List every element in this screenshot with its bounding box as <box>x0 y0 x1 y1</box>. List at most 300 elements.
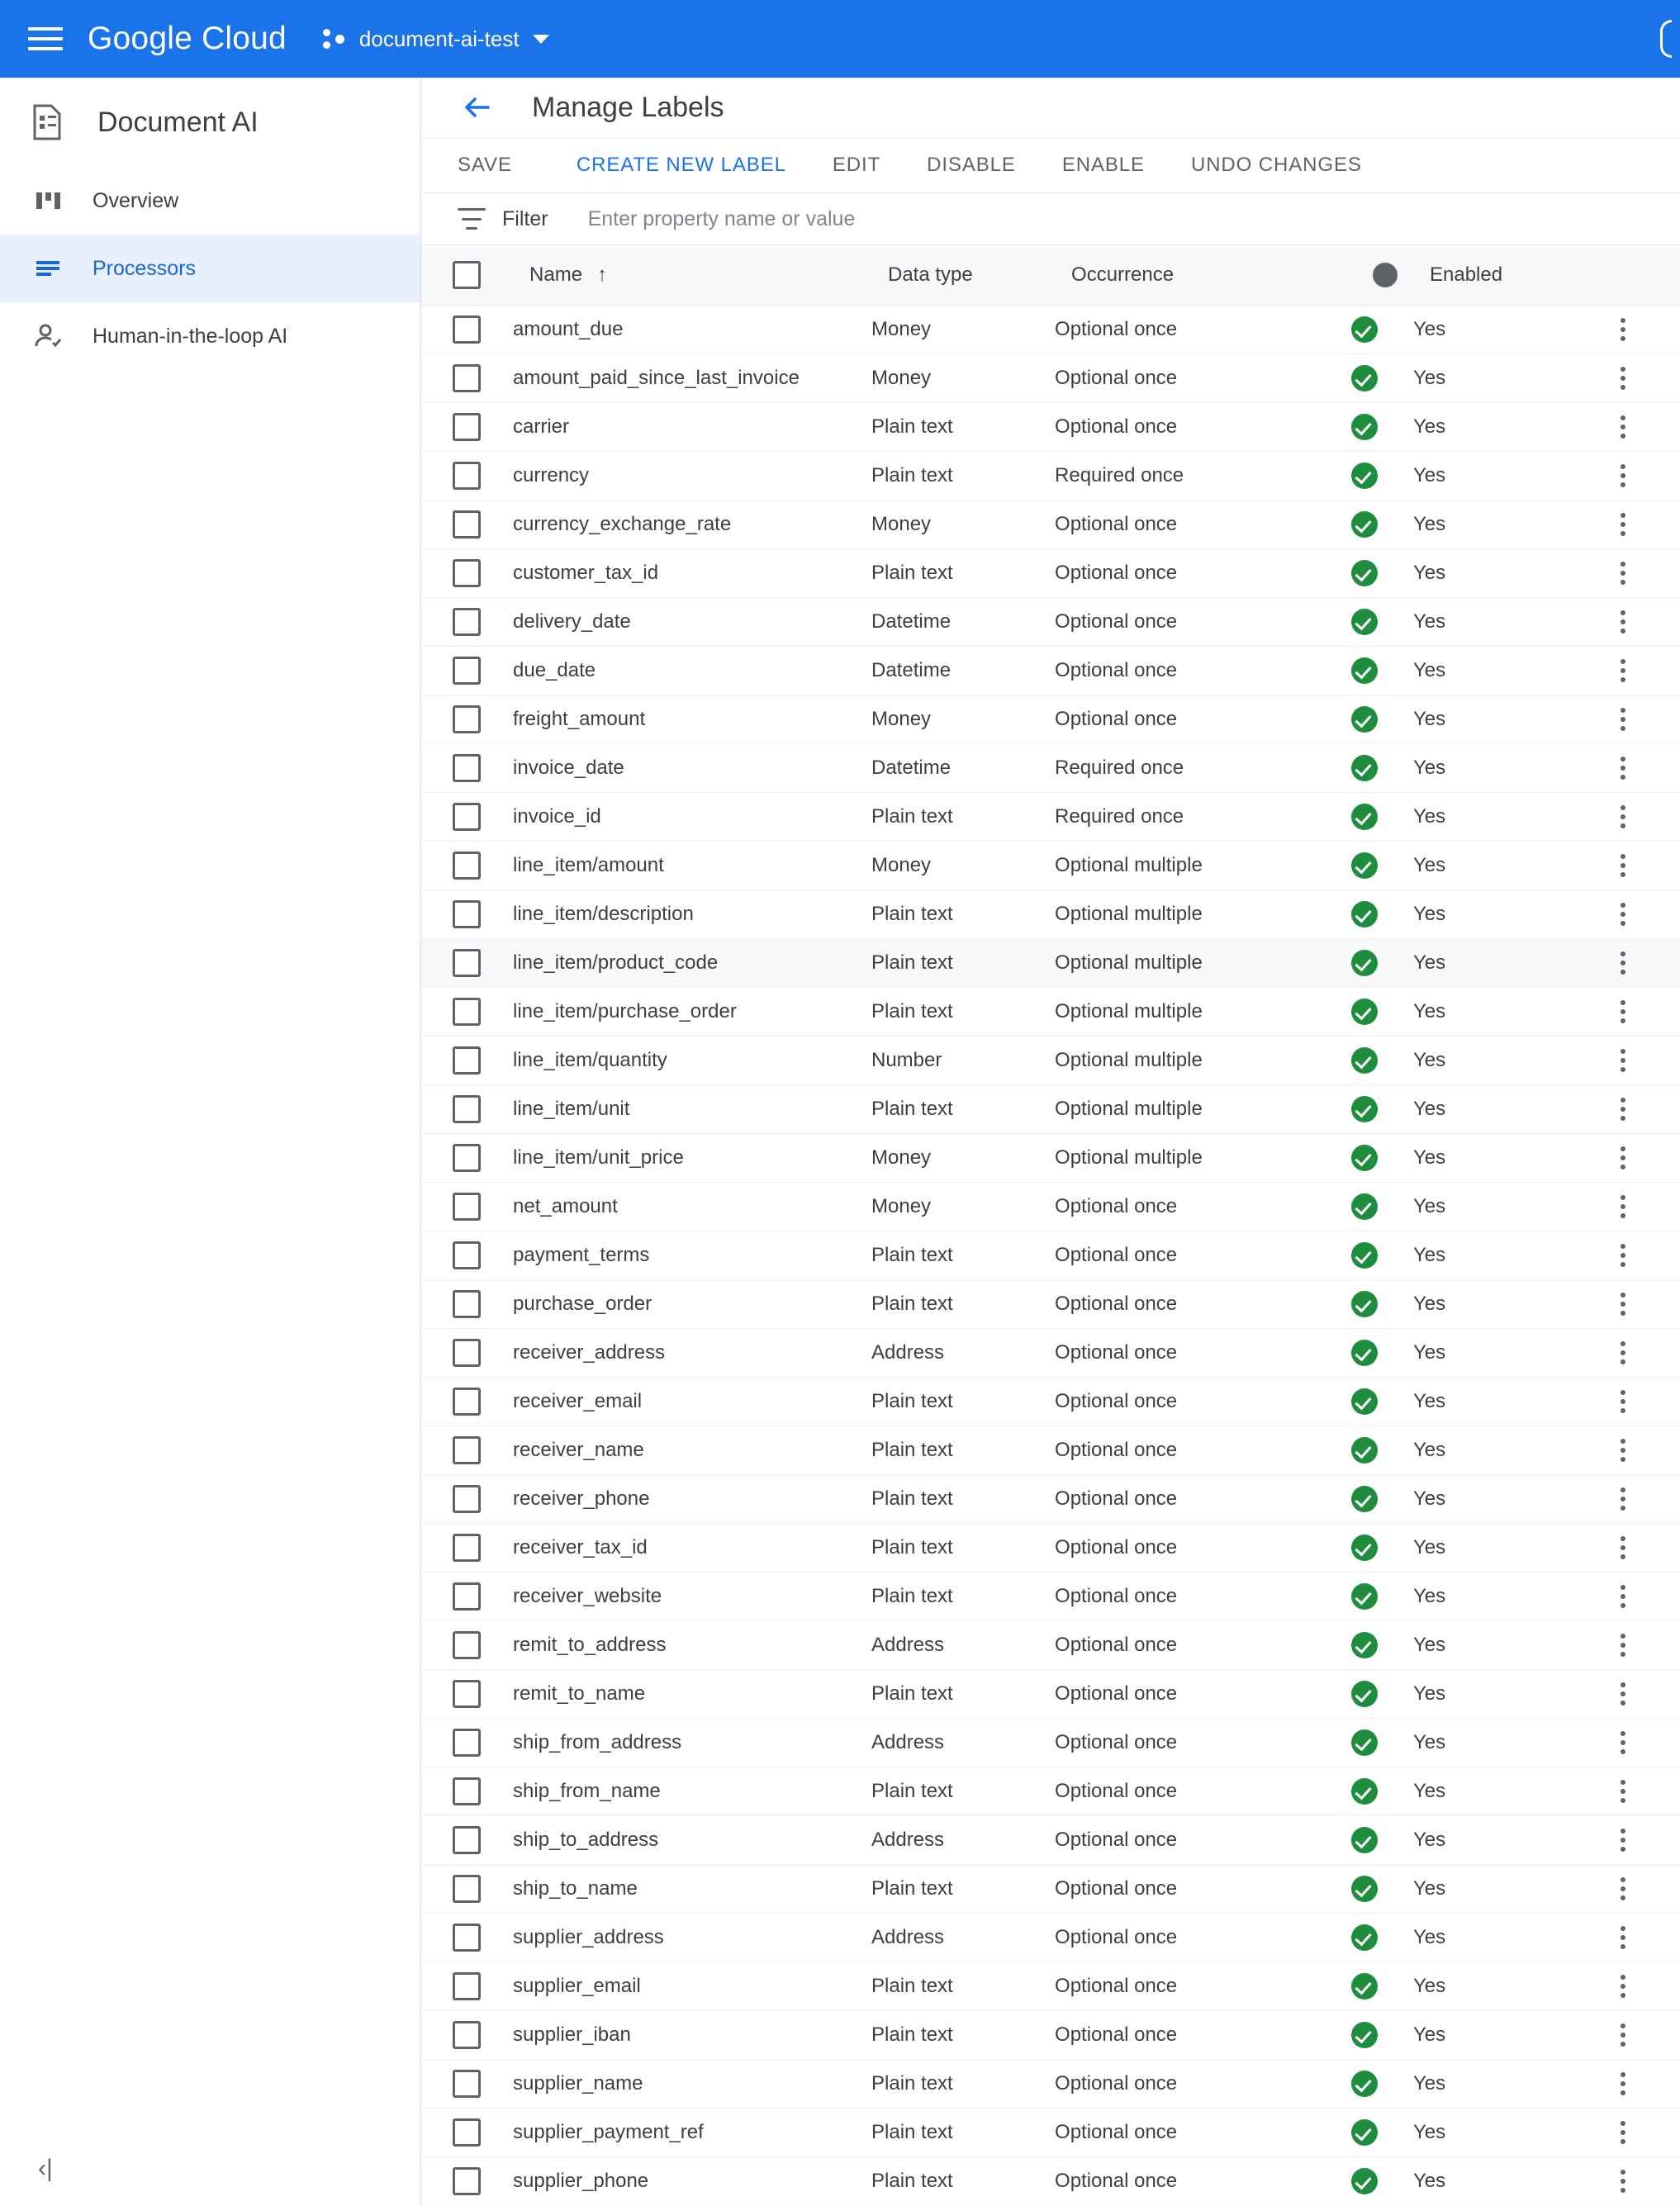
row-checkbox[interactable] <box>453 1046 481 1075</box>
table-row[interactable] <box>421 2011 1680 2060</box>
row-checkbox[interactable] <box>453 1680 481 1708</box>
more-options-icon[interactable] <box>1605 1968 1641 2004</box>
cell-enabled: Yes <box>1413 1037 1605 1085</box>
check-circle-icon <box>1351 1388 1378 1415</box>
cell-label-name: line_item/unit_price <box>513 1134 871 1183</box>
cell-status <box>1346 793 1413 842</box>
cell-data-type: Money <box>871 695 1055 744</box>
project-icon <box>323 26 348 51</box>
brand-cloud: Cloud <box>202 21 287 56</box>
cell-label-name: line_item/purchase_order <box>513 988 871 1037</box>
row-checkbox[interactable] <box>453 657 481 685</box>
undo-changes-button[interactable]: UNDO CHANGES <box>1190 154 1362 177</box>
row-checkbox-cell <box>421 1475 513 1524</box>
row-checkbox-cell <box>421 1962 513 2011</box>
column-header-data-type[interactable] <box>871 245 1055 306</box>
cell-enabled: Yes <box>1413 403 1605 452</box>
cell-data-type: Plain text <box>871 1475 1055 1524</box>
check-circle-icon <box>1351 657 1378 684</box>
cell-label-name: customer_tax_id <box>513 549 871 598</box>
cell-occurrence: Optional once <box>1055 1426 1346 1475</box>
cell-status <box>1346 1573 1413 1621</box>
cell-label-name: receiver_address <box>513 1329 871 1378</box>
row-checkbox[interactable] <box>453 1241 481 1269</box>
row-checkbox-cell <box>421 695 513 744</box>
cell-occurrence: Optional once <box>1055 1183 1346 1231</box>
row-checkbox[interactable] <box>453 559 481 587</box>
more-options-icon[interactable] <box>1605 750 1641 786</box>
cell-data-type: Plain text <box>871 1426 1055 1475</box>
row-checkbox[interactable] <box>453 1485 481 1513</box>
cell-enabled: Yes <box>1413 842 1605 890</box>
cell-row-actions <box>1605 1426 1680 1475</box>
cell-row-actions <box>1605 842 1680 890</box>
column-label-name: Name <box>529 263 583 286</box>
table-row[interactable] <box>421 842 1680 890</box>
cell-enabled: Yes <box>1413 1962 1605 2011</box>
cell-occurrence: Optional once <box>1055 1816 1346 1865</box>
column-label-occurrence: Occurrence <box>1071 263 1175 286</box>
hamburger-icon[interactable] <box>28 21 63 56</box>
more-options-icon[interactable] <box>1605 1578 1641 1615</box>
more-options-icon[interactable] <box>1605 896 1641 932</box>
row-checkbox-cell <box>421 1426 513 1475</box>
row-checkbox-cell <box>421 1621 513 1670</box>
row-checkbox-cell <box>421 988 513 1037</box>
table-row[interactable] <box>421 1816 1680 1865</box>
row-checkbox-cell <box>421 1816 513 1865</box>
row-checkbox[interactable] <box>453 1193 481 1221</box>
row-checkbox[interactable] <box>453 1436 481 1464</box>
cell-row-actions <box>1605 1524 1680 1573</box>
check-circle-icon <box>1351 1486 1378 1512</box>
row-checkbox[interactable] <box>453 1729 481 1757</box>
row-checkbox-cell <box>421 1573 513 1621</box>
cell-occurrence: Optional multiple <box>1055 939 1346 988</box>
more-options-icon[interactable] <box>1605 994 1641 1030</box>
cell-status <box>1346 1231 1413 1280</box>
more-options-icon[interactable] <box>1605 2114 1641 2151</box>
cell-occurrence: Optional once <box>1055 2157 1346 2206</box>
row-checkbox-cell <box>421 1524 513 1573</box>
cell-label-name: receiver_website <box>513 1573 871 1621</box>
row-checkbox-cell <box>421 1329 513 1378</box>
table-row[interactable] <box>421 1767 1680 1816</box>
table-row[interactable] <box>421 939 1680 988</box>
more-options-icon[interactable] <box>1605 2017 1641 2053</box>
table-row[interactable] <box>421 695 1680 744</box>
more-options-icon[interactable] <box>1605 1530 1641 1566</box>
create-new-label-button[interactable]: CREATE NEW LABEL <box>576 154 786 177</box>
cell-occurrence: Required once <box>1055 452 1346 501</box>
cell-occurrence: Optional once <box>1055 1378 1346 1426</box>
table-row[interactable] <box>421 1280 1680 1329</box>
check-circle-icon <box>1351 1096 1378 1122</box>
cell-row-actions <box>1605 1280 1680 1329</box>
status-dot-icon <box>1373 263 1398 287</box>
disable-button[interactable]: DISABLE <box>927 154 1016 177</box>
more-options-icon[interactable] <box>1605 506 1641 543</box>
cell-occurrence: Optional once <box>1055 1962 1346 2011</box>
cell-data-type: Money <box>871 354 1055 403</box>
row-checkbox[interactable] <box>453 2118 481 2147</box>
row-checkbox[interactable] <box>453 2167 481 2195</box>
row-checkbox[interactable] <box>453 852 481 880</box>
table-row[interactable] <box>421 2157 1680 2206</box>
cell-data-type: Plain text <box>871 1524 1055 1573</box>
cell-row-actions <box>1605 890 1680 939</box>
cell-occurrence: Optional multiple <box>1055 988 1346 1037</box>
cell-row-actions <box>1605 695 1680 744</box>
table-row[interactable] <box>421 452 1680 501</box>
check-circle-icon <box>1351 1437 1378 1464</box>
cell-enabled: Yes <box>1413 1183 1605 1231</box>
cell-status <box>1346 2011 1413 2060</box>
table-row[interactable] <box>421 1426 1680 1475</box>
cell-status <box>1346 501 1413 549</box>
cell-row-actions <box>1605 1378 1680 1426</box>
column-header-occurrence[interactable] <box>1055 245 1346 306</box>
table-row[interactable] <box>421 354 1680 403</box>
row-checkbox[interactable] <box>453 2021 481 2049</box>
cell-data-type: Datetime <box>871 647 1055 695</box>
cell-label-name: ship_from_name <box>513 1767 871 1816</box>
sidebar-item-overview[interactable] <box>0 167 420 235</box>
row-checkbox-cell <box>421 2157 513 2206</box>
table-row[interactable] <box>421 1865 1680 1914</box>
cell-status <box>1346 842 1413 890</box>
project-name: document-ai-test <box>358 26 520 51</box>
cell-status <box>1346 2109 1413 2157</box>
cell-data-type: Money <box>871 1183 1055 1231</box>
more-options-icon[interactable] <box>1605 409 1641 445</box>
cell-label-name: purchase_order <box>513 1280 871 1329</box>
cell-status <box>1346 939 1413 988</box>
row-checkbox[interactable] <box>453 998 481 1026</box>
cell-data-type: Money <box>871 1134 1055 1183</box>
table-row[interactable] <box>421 890 1680 939</box>
more-options-icon[interactable] <box>1605 847 1641 884</box>
table-row[interactable] <box>421 744 1680 793</box>
table-row[interactable] <box>421 1183 1680 1231</box>
cell-status <box>1346 403 1413 452</box>
more-options-icon[interactable] <box>1605 604 1641 640</box>
row-checkbox[interactable] <box>453 1924 481 1952</box>
cell-label-name: currency <box>513 452 871 501</box>
row-checkbox-cell <box>421 1280 513 1329</box>
cell-status <box>1346 549 1413 598</box>
more-options-icon[interactable] <box>1605 1237 1641 1274</box>
cell-occurrence: Required once <box>1055 793 1346 842</box>
more-options-icon[interactable] <box>1605 1188 1641 1225</box>
cell-label-name: receiver_tax_id <box>513 1524 871 1573</box>
row-checkbox[interactable] <box>453 900 481 928</box>
more-options-icon[interactable] <box>1605 1822 1641 1858</box>
sidebar-item-human-in-the-loop-ai[interactable] <box>0 302 420 370</box>
cell-enabled: Yes <box>1413 549 1605 598</box>
table-row[interactable] <box>421 501 1680 549</box>
row-checkbox[interactable] <box>453 949 481 977</box>
cell-status <box>1346 1085 1413 1134</box>
cell-status <box>1346 647 1413 695</box>
row-checkbox[interactable] <box>453 2070 481 2098</box>
cell-occurrence: Optional multiple <box>1055 1037 1346 1085</box>
row-checkbox[interactable] <box>453 510 481 538</box>
more-options-icon[interactable] <box>1605 1627 1641 1663</box>
cell-enabled: Yes <box>1413 939 1605 988</box>
google-cloud-logo[interactable] <box>88 21 287 57</box>
column-header-enabled[interactable] <box>1413 245 1605 306</box>
table-row[interactable] <box>421 1085 1680 1134</box>
column-header-status-dot <box>1346 245 1413 306</box>
search-pill-icon[interactable] <box>1660 20 1672 58</box>
table-header <box>421 245 1680 306</box>
cell-occurrence: Optional once <box>1055 2011 1346 2060</box>
more-options-icon[interactable] <box>1605 2066 1641 2102</box>
more-options-icon[interactable] <box>1605 1676 1641 1712</box>
cell-label-name: invoice_date <box>513 744 871 793</box>
cell-enabled: Yes <box>1413 890 1605 939</box>
cell-occurrence: Optional once <box>1055 1280 1346 1329</box>
row-checkbox-cell <box>421 647 513 695</box>
filter-input[interactable] <box>586 206 1168 232</box>
cell-occurrence: Optional multiple <box>1055 842 1346 890</box>
table-row[interactable] <box>421 1524 1680 1573</box>
more-options-icon[interactable] <box>1605 701 1641 738</box>
row-checkbox[interactable] <box>453 1388 481 1416</box>
check-circle-icon <box>1351 463 1378 489</box>
save-button[interactable]: SAVE <box>458 154 512 177</box>
chevron-down-icon <box>533 35 549 44</box>
row-checkbox-cell <box>421 1670 513 1719</box>
row-checkbox[interactable] <box>453 1777 481 1805</box>
cell-label-name: due_date <box>513 647 871 695</box>
cell-status <box>1346 744 1413 793</box>
more-options-icon[interactable] <box>1605 1481 1641 1517</box>
table-row[interactable] <box>421 1670 1680 1719</box>
cell-enabled: Yes <box>1413 1231 1605 1280</box>
row-checkbox[interactable] <box>453 1826 481 1854</box>
cell-data-type: Address <box>871 1329 1055 1378</box>
cell-occurrence: Optional once <box>1055 2109 1346 2157</box>
sidebar-title: Document AI <box>97 106 259 138</box>
row-checkbox-cell <box>421 1183 513 1231</box>
row-checkbox[interactable] <box>453 803 481 831</box>
sort-ascending-icon: ↑ <box>597 263 608 286</box>
sidebar-item-processors[interactable] <box>0 235 420 302</box>
row-checkbox-cell <box>421 306 513 354</box>
check-circle-icon <box>1351 2119 1378 2146</box>
cell-row-actions <box>1605 1573 1680 1621</box>
check-circle-icon <box>1351 414 1378 440</box>
cell-data-type: Plain text <box>871 2109 1055 2157</box>
body-wrapper <box>0 78 1680 2206</box>
cell-status <box>1346 1329 1413 1378</box>
row-checkbox[interactable] <box>453 364 481 392</box>
table-row[interactable] <box>421 1621 1680 1670</box>
more-options-icon[interactable] <box>1605 555 1641 591</box>
table-row[interactable] <box>421 598 1680 647</box>
table-row[interactable] <box>421 647 1680 695</box>
row-checkbox[interactable] <box>453 413 481 441</box>
table-row[interactable] <box>421 1231 1680 1280</box>
cell-status <box>1346 598 1413 647</box>
cell-occurrence: Optional once <box>1055 306 1346 354</box>
cell-enabled: Yes <box>1413 1621 1605 1670</box>
row-checkbox[interactable] <box>453 1534 481 1562</box>
cell-data-type: Address <box>871 1621 1055 1670</box>
row-checkbox-cell <box>421 452 513 501</box>
more-options-icon[interactable] <box>1605 1091 1641 1127</box>
more-options-icon[interactable] <box>1605 799 1641 835</box>
table-row[interactable] <box>421 1378 1680 1426</box>
more-options-icon[interactable] <box>1605 1286 1641 1322</box>
row-checkbox-cell <box>421 549 513 598</box>
table-row[interactable] <box>421 549 1680 598</box>
table-row[interactable] <box>421 1475 1680 1524</box>
check-circle-icon <box>1351 1047 1378 1074</box>
table-row[interactable] <box>421 1914 1680 1962</box>
row-checkbox[interactable] <box>453 315 481 344</box>
cell-label-name: supplier_iban <box>513 2011 871 2060</box>
cell-row-actions <box>1605 598 1680 647</box>
cell-status <box>1346 1865 1413 1914</box>
table-row[interactable] <box>421 1134 1680 1183</box>
table-row[interactable] <box>421 988 1680 1037</box>
row-checkbox[interactable] <box>453 1631 481 1659</box>
cell-status <box>1346 452 1413 501</box>
cell-status <box>1346 1183 1413 1231</box>
more-options-icon[interactable] <box>1605 360 1641 396</box>
cell-occurrence: Optional once <box>1055 1670 1346 1719</box>
more-options-icon[interactable] <box>1605 1871 1641 1907</box>
cell-enabled: Yes <box>1413 744 1605 793</box>
cell-data-type: Plain text <box>871 1573 1055 1621</box>
row-checkbox[interactable] <box>453 1875 481 1903</box>
edit-button[interactable]: EDIT <box>832 154 881 177</box>
cell-occurrence: Optional once <box>1055 1329 1346 1378</box>
human-review-icon <box>30 318 66 354</box>
more-options-icon[interactable] <box>1605 652 1641 689</box>
row-checkbox[interactable] <box>453 754 481 782</box>
table-row[interactable] <box>421 1329 1680 1378</box>
more-options-icon[interactable] <box>1605 1773 1641 1810</box>
row-checkbox[interactable] <box>453 1972 481 2000</box>
cell-enabled: Yes <box>1413 2060 1605 2109</box>
table-row[interactable] <box>421 403 1680 452</box>
table-header-row <box>421 245 1680 306</box>
back-arrow-icon[interactable] <box>458 88 496 126</box>
row-checkbox-cell <box>421 1037 513 1085</box>
more-options-icon[interactable] <box>1605 945 1641 981</box>
check-circle-icon <box>1351 901 1378 927</box>
row-checkbox[interactable] <box>453 1339 481 1367</box>
collapse-sidebar-button[interactable]: ‹| <box>38 2155 53 2182</box>
enable-button[interactable]: ENABLE <box>1061 154 1145 177</box>
row-checkbox-cell <box>421 403 513 452</box>
more-options-icon[interactable] <box>1605 458 1641 494</box>
more-options-icon[interactable] <box>1605 2163 1641 2199</box>
cell-status <box>1346 1621 1413 1670</box>
table-row[interactable] <box>421 1719 1680 1767</box>
row-checkbox[interactable] <box>453 462 481 490</box>
row-checkbox-cell <box>421 1914 513 1962</box>
row-checkbox[interactable] <box>453 705 481 733</box>
cell-enabled: Yes <box>1413 1816 1605 1865</box>
main-content <box>421 78 1680 2206</box>
more-options-icon[interactable] <box>1605 1724 1641 1761</box>
table-row[interactable] <box>421 1962 1680 2011</box>
cell-enabled: Yes <box>1413 647 1605 695</box>
table-row[interactable] <box>421 1037 1680 1085</box>
main-header <box>421 78 1680 139</box>
cell-data-type: Plain text <box>871 1280 1055 1329</box>
check-circle-icon <box>1351 560 1378 586</box>
cell-row-actions <box>1605 2109 1680 2157</box>
cell-enabled: Yes <box>1413 2157 1605 2206</box>
select-all-checkbox[interactable] <box>453 261 481 289</box>
table-row[interactable] <box>421 2109 1680 2157</box>
more-options-icon[interactable] <box>1605 1042 1641 1079</box>
table-row[interactable] <box>421 1573 1680 1621</box>
row-checkbox-cell <box>421 598 513 647</box>
cell-occurrence: Optional once <box>1055 695 1346 744</box>
cell-status <box>1346 1719 1413 1767</box>
sidebar-header <box>0 78 420 167</box>
column-label-enabled: Enabled <box>1430 263 1503 286</box>
cell-data-type: Money <box>871 306 1055 354</box>
cell-label-name: ship_to_address <box>513 1816 871 1865</box>
more-options-icon[interactable] <box>1605 1432 1641 1468</box>
cell-status <box>1346 890 1413 939</box>
cell-label-name: line_item/product_code <box>513 939 871 988</box>
cell-data-type: Number <box>871 1037 1055 1085</box>
project-selector[interactable] <box>323 26 549 52</box>
row-checkbox[interactable] <box>453 1095 481 1123</box>
sidebar <box>0 78 421 2206</box>
row-checkbox-cell <box>421 890 513 939</box>
more-options-icon[interactable] <box>1605 1919 1641 1956</box>
row-checkbox[interactable] <box>453 608 481 636</box>
column-header-name[interactable] <box>513 245 871 306</box>
row-checkbox[interactable] <box>453 1144 481 1172</box>
table-row[interactable] <box>421 306 1680 354</box>
cell-data-type: Plain text <box>871 1962 1055 2011</box>
check-circle-icon <box>1351 1778 1378 1805</box>
check-circle-icon <box>1351 1876 1378 1902</box>
more-options-icon[interactable] <box>1605 311 1641 348</box>
check-circle-icon <box>1351 804 1378 830</box>
table-row[interactable] <box>421 2060 1680 2109</box>
more-options-icon[interactable] <box>1605 1335 1641 1371</box>
sidebar-item-label: Processors <box>93 256 197 280</box>
row-checkbox[interactable] <box>453 1582 481 1611</box>
more-options-icon[interactable] <box>1605 1140 1641 1176</box>
cell-label-name: remit_to_address <box>513 1621 871 1670</box>
cell-label-name: line_item/unit <box>513 1085 871 1134</box>
cell-label-name: amount_paid_since_last_invoice <box>513 354 871 403</box>
labels-table <box>421 245 1680 2206</box>
row-checkbox-cell <box>421 1719 513 1767</box>
table-row[interactable] <box>421 793 1680 842</box>
cell-enabled: Yes <box>1413 793 1605 842</box>
more-options-icon[interactable] <box>1605 1383 1641 1420</box>
cell-row-actions <box>1605 403 1680 452</box>
row-checkbox-cell <box>421 1134 513 1183</box>
row-checkbox[interactable] <box>453 1290 481 1318</box>
row-checkbox-cell <box>421 354 513 403</box>
column-header-actions <box>1605 245 1680 306</box>
